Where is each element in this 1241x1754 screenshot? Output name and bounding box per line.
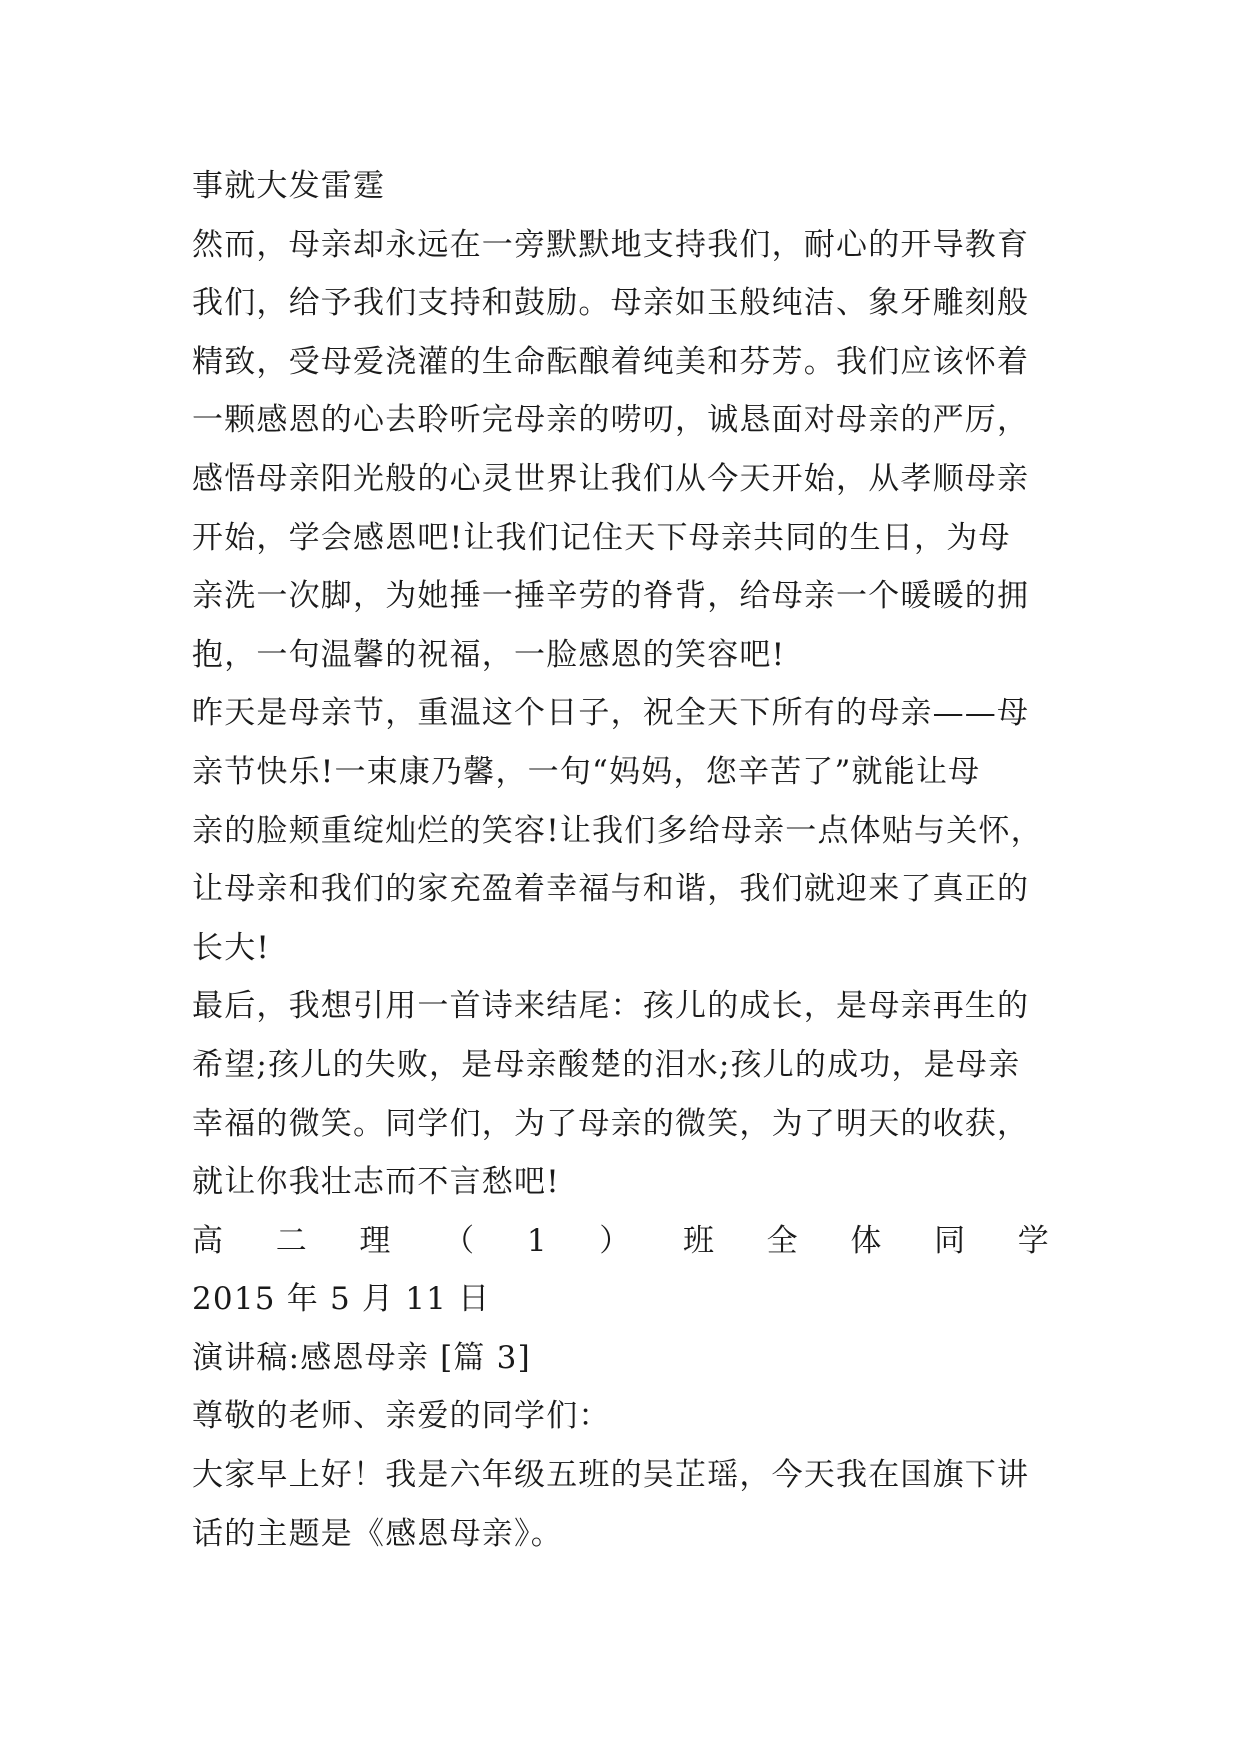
signature-char: 高 (192, 1222, 225, 1259)
signature-char: 体 (850, 1222, 883, 1259)
section-title: 演讲稿:感恩母亲 [篇 3] (192, 1339, 531, 1376)
signature-line (192, 1212, 1050, 1271)
text-line: 让母亲和我们的家充盈着幸福与和谐，我们就迎来了真正的 (192, 871, 1030, 908)
text-line: 大家早上好！我是六年级五班的吴芷瑶，今天我在国旗下讲 (192, 1457, 1030, 1494)
signature-char: ） (599, 1222, 632, 1259)
text-line: 就让你我壮志而不言愁吧! (192, 1164, 560, 1201)
signature-char: 同 (934, 1222, 967, 1259)
text-line: 我们，给予我们支持和鼓励。母亲如玉般纯洁、象牙雕刻般 (192, 285, 1030, 322)
text-line: 亲洗一次脚，为她捶一捶辛劳的脊背，给母亲一个暖暖的拥 (192, 578, 1030, 615)
signature-char: （ (443, 1222, 476, 1259)
signature-char: 1 (526, 1222, 548, 1259)
text-line: 开始，学会感恩吧!让我们记住天下母亲共同的生日，为母 (192, 519, 1011, 556)
text-line: 亲节快乐!一束康乃馨，一句“妈妈，您辛苦了”就能让母 (192, 753, 981, 790)
text-line: 希望;孩儿的失败，是母亲酸楚的泪水;孩儿的成功，是母亲 (192, 1046, 1021, 1083)
text-line: 抱，一句温馨的祝福，一脸感恩的笑容吧! (192, 636, 786, 673)
text-line: 话的主题是《感恩母亲》。 (192, 1515, 563, 1552)
text-line: 一颗感恩的心去聆听完母亲的唠叨，诚恳面对母亲的严厉， (192, 402, 1030, 439)
text-line: 最后，我想引用一首诗来结尾：孩儿的成长，是母亲再生的 (192, 988, 1030, 1025)
signature-char: 理 (359, 1222, 392, 1259)
text-line: 长大! (192, 929, 271, 966)
text-line: 感悟母亲阳光般的心灵世界让我们从今天开始，从孝顺母亲 (192, 460, 1030, 497)
text-line: 事就大发雷霆 (192, 168, 386, 204)
speech-text (192, 157, 1062, 1563)
signature-char: 班 (682, 1222, 716, 1259)
signature-char: 全 (766, 1222, 799, 1259)
salutation: 尊敬的老师、亲爱的同学们： (192, 1398, 611, 1435)
text-line: 精致，受母爱浇灌的生命酝酿着纯美和芬芳。我们应该怀着 (192, 343, 1030, 380)
signature-char: 二 (275, 1222, 308, 1259)
signature-char: 学 (1017, 1222, 1050, 1259)
text-line: 幸福的微笑。同学们，为了母亲的微笑，为了明天的收获， (192, 1105, 1030, 1142)
date-line: 2015 年 5 月 11 日 (192, 1281, 491, 1318)
text-line: 亲的脸颊重绽灿烂的笑容!让我们多给母亲一点体贴与关怀， (192, 812, 1043, 849)
text-line: 然而，母亲却永远在一旁默默地支持我们，耐心的开导教育 (192, 226, 1030, 263)
text-line: 昨天是母亲节，重温这个日子，祝全天下所有的母亲——母 (192, 695, 1030, 732)
